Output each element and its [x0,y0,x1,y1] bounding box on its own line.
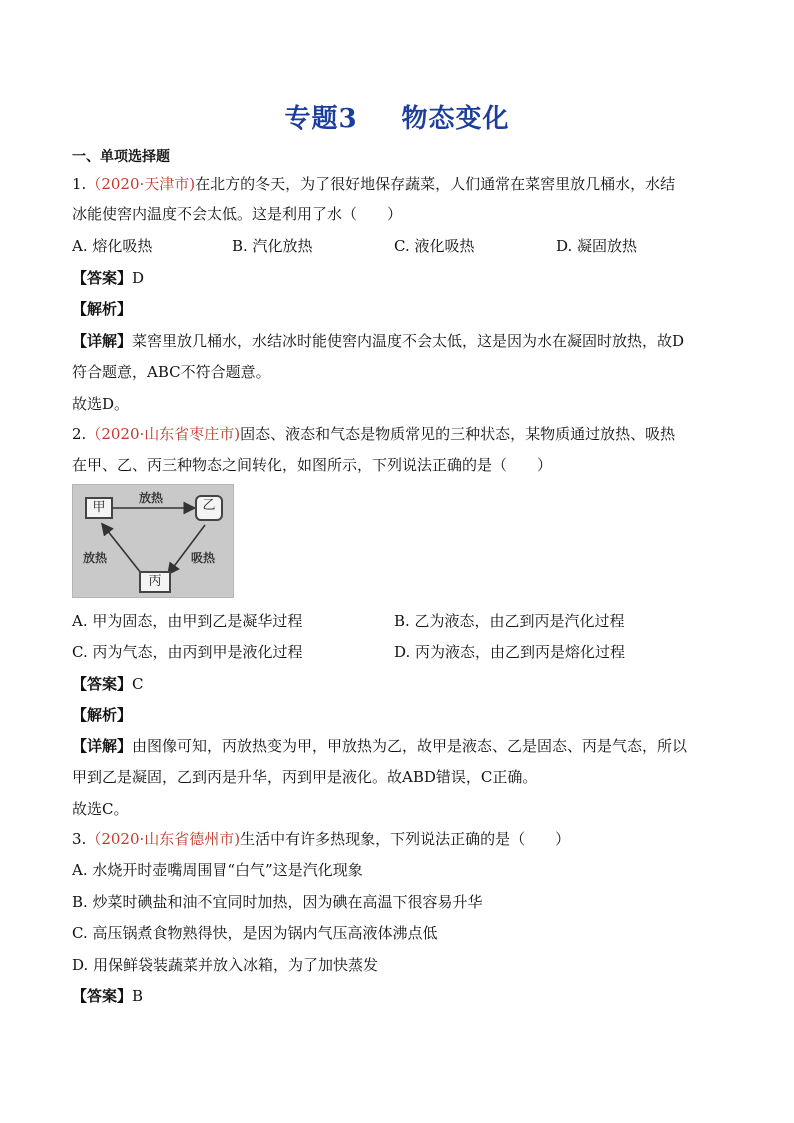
q2-answer-value: C [132,675,144,693]
q2-answer-tag: 【答案】 [72,675,133,693]
q1-detail-tag: 【详解】 [72,332,133,350]
q1-answer-value: D [132,269,145,287]
q1-option-d: D. 凝固放热 [556,237,638,255]
title-topic-name: 物态变化 [401,104,510,134]
q1-answer [72,268,732,288]
label-left-release-heat: 放热 [83,551,108,565]
q1-number: 1. [72,175,87,193]
q2-detail-tag: 【详解】 [72,737,133,755]
q3-number: 3. [72,830,87,848]
q2-conclusion: 故选C。 [72,800,129,818]
q2-analysis-tag: 【解析】 [72,706,133,724]
label-right-absorb-heat: 吸热 [191,551,216,565]
q1-stem-line1 [72,174,732,194]
q3-answer-value: B [132,987,144,1005]
q3-option-a: A. 水烧开时壶嘴周围冒“白气”这是汽化现象 [72,861,363,879]
arrow-bing-to-jia [103,525,141,573]
q1-source: （2020·天津市) [86,175,196,193]
q1-answer-tag: 【答案】 [72,269,133,287]
node-jia: 甲 [85,497,113,519]
q1-option-b: B. 汽化放热 [232,237,313,255]
q2-detail-line1 [72,736,732,756]
q2-detail-line2: 甲到乙是凝固，乙到丙是升华，丙到甲是液化。故ABD错误，C正确。 [72,768,538,786]
q2-stem-line2: 在甲、乙、丙三种物态之间转化，如图所示，下列说法正确的是（ ） [72,456,553,474]
q2-source: （2020·山东省枣庄市) [86,425,241,443]
q1-detail-text1: 菜窖里放几桶水，水结冰时能使窖内温度不会太低，这是因为水在凝固时放热，故D [132,332,685,350]
q3-option-c: C. 高压锅煮食物熟得快，是因为锅内气压高液体沸点低 [72,924,438,942]
q1-option-a: A. 熔化吸热 [72,237,153,255]
q1-analysis-tag: 【解析】 [72,300,133,318]
q1-stem-text1: 在北方的冬天，为了很好地保存蔬菜，人们通常在菜窖里放几桶水，水结 [195,175,676,193]
q2-stem-text1: 固态、液态和气态是物质常见的三种状态，某物质通过放热、吸热 [240,425,676,443]
q1-detail-line1 [72,331,732,351]
q3-stem-text1: 生活中有许多热现象，下列说法正确的是（ ） [240,830,571,848]
q1-conclusion: 故选D。 [72,395,130,413]
q2-number: 2. [72,425,87,443]
q1-stem-line2: 冰能使窖内温度不会太低。这是利用了水（ ） [72,205,403,223]
node-bing: 丙 [139,571,171,593]
state-transition-figure [72,484,234,598]
section-heading: 一、单项选择题 [72,149,170,165]
q2-option-a: A. 甲为固态，由甲到乙是凝华过程 [72,612,303,630]
q2-option-b: B. 乙为液态，由乙到丙是汽化过程 [394,612,625,630]
q1-option-c: C. 液化吸热 [394,237,475,255]
q3-option-d: D. 用保鲜袋装蔬菜并放入冰箱，为了加快蒸发 [72,956,379,974]
q3-option-b: B. 炒菜时碘盐和油不宜同时加热，因为碘在高温下很容易升华 [72,893,483,911]
q3-source: （2020·山东省德州市) [86,830,241,848]
page-title [0,98,794,135]
label-top-release-heat: 放热 [139,491,164,505]
q2-stem-line1 [72,424,732,444]
q1-detail-line2: 符合题意，ABC不符合题意。 [72,363,271,381]
q2-option-d: D. 丙为液态，由乙到丙是熔化过程 [394,643,626,661]
title-topic-number: 专题3 [284,104,358,134]
q2-detail-text1: 由图像可知，丙放热变为甲，甲放热为乙，故甲是液态、乙是固态、丙是气态，所以 [132,737,688,755]
q3-answer-tag: 【答案】 [72,987,133,1005]
q3-answer [72,986,732,1006]
q2-answer [72,674,732,694]
node-yi: 乙 [195,495,223,521]
q2-option-c: C. 丙为气态，由丙到甲是液化过程 [72,643,303,661]
q3-stem-line1 [72,829,732,849]
